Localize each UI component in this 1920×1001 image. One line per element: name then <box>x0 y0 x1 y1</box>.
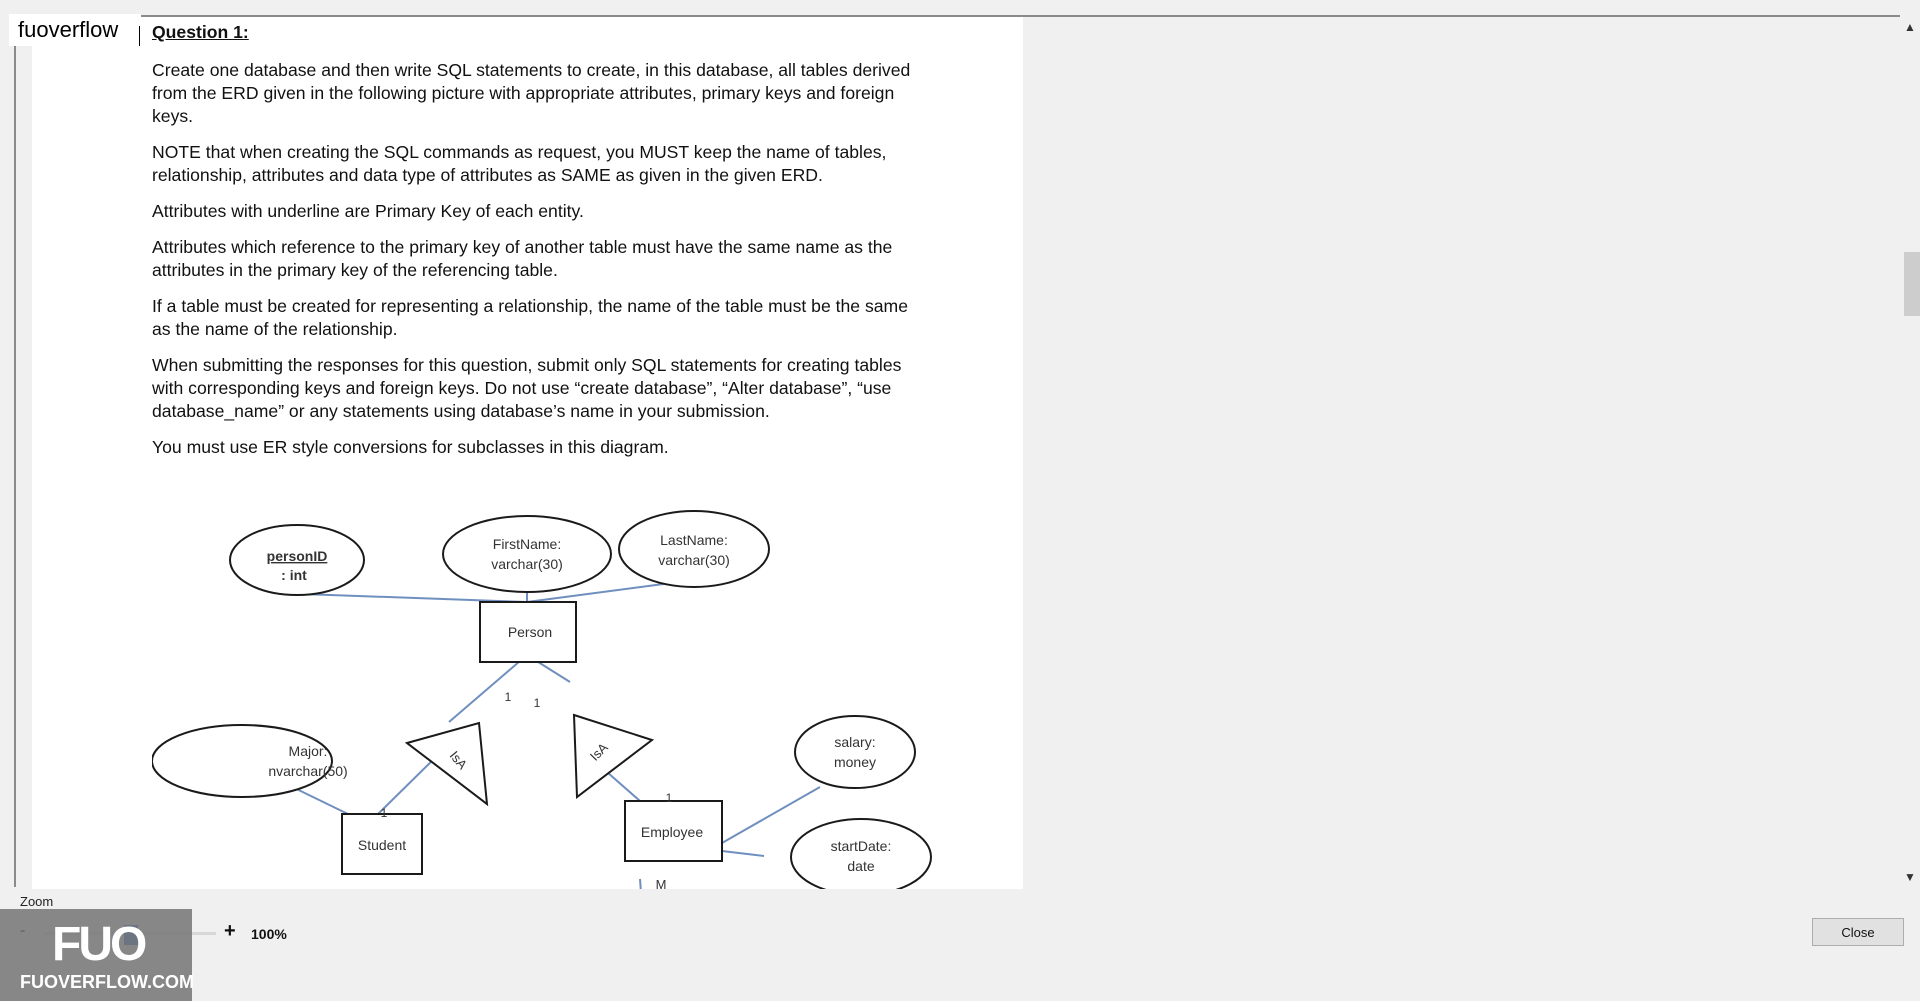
paragraph: If a table must be created for representing a relationship, the name of the table must be the same as the name of the relationship. <box>152 296 908 339</box>
question-heading: Question 1: <box>152 22 249 42</box>
document-page <box>32 17 1023 892</box>
brand-text: FUOVERFLOW.COM <box>20 972 194 992</box>
attr-salary <box>795 716 915 788</box>
isa-left-label: IsA <box>446 748 471 773</box>
paragraph: NOTE that when creating the SQL commands as request, you MUST keep the name of tables, relationship, attributes and data type of attributes as SAME as given in the given ERD. <box>152 142 887 185</box>
scroll-thumb[interactable] <box>1904 252 1920 316</box>
firstname-label: FirstName: <box>492 536 562 552</box>
brand-mark: FUO <box>52 918 145 971</box>
attr-major <box>152 725 332 797</box>
paragraph: When submitting the responses for this question, submit only SQL statements for creating tables with corresponding keys and foreign keys. Do not use “create database”, “Alter database”, “use database_name” or any statements using database’s name in your submission. <box>152 355 902 421</box>
major-type: nvarchar(50) <box>268 763 348 779</box>
paragraph: You must use ER style conversions for subclasses in this diagram. <box>152 437 669 457</box>
startdate-type: date <box>847 858 875 874</box>
site-logo-text: fuoverflow <box>9 14 141 46</box>
employee-label: Employee <box>640 824 704 840</box>
isa-right <box>574 715 652 797</box>
firstname-type: varchar(30) <box>491 556 563 572</box>
lastname-label: LastName: <box>660 532 728 548</box>
zoom-value: 100% <box>251 926 287 942</box>
startdate-label: startDate: <box>830 838 892 854</box>
attr-startdate <box>791 819 931 889</box>
er-diagram <box>152 507 952 892</box>
text-caret <box>139 26 140 46</box>
card-employee: 1 <box>665 791 673 805</box>
scroll-down-icon[interactable]: ▼ <box>1904 870 1916 884</box>
isa-right-label: IsA <box>586 739 611 764</box>
card-student: 1 <box>380 806 388 820</box>
card-employee-bottom: M <box>655 877 667 892</box>
close-button[interactable]: Close <box>1812 918 1904 946</box>
lastname-type: varchar(30) <box>658 552 730 568</box>
card-person-right: 1 <box>533 696 541 710</box>
svg-text:personID <box>267 548 328 564</box>
paragraph: Attributes with underline are Primary Key of each entity. <box>152 201 584 221</box>
question-text <box>152 17 912 459</box>
scroll-up-icon[interactable]: ▲ <box>1904 20 1916 34</box>
student-label: Student <box>357 837 407 853</box>
vertical-scrollbar[interactable] <box>1900 15 1920 887</box>
paragraph: Create one database and then write SQL statements to create, in this database, all tables derived from the ERD given in the following picture with appropriate attributes, primary keys and foreign keys. <box>152 60 911 126</box>
zoom-in-button[interactable]: + <box>224 920 236 942</box>
major-label: Major: <box>288 743 328 759</box>
zoom-label: Zoom <box>20 894 54 909</box>
attr-lastname <box>619 511 769 587</box>
paragraph: Attributes which reference to the primary key of another table must have the same name as the attributes in the primary key of the referencing table. <box>152 237 893 280</box>
salary-type: money <box>833 754 877 770</box>
personid-name: personID <box>266 548 328 564</box>
card-person-left: 1 <box>504 690 512 704</box>
salary-label: salary: <box>834 734 876 750</box>
isa-left <box>407 723 487 804</box>
watermark-logo <box>0 909 192 1001</box>
attr-firstname <box>443 516 611 592</box>
personid-type: : int <box>281 567 307 583</box>
person-label: Person <box>507 624 553 640</box>
